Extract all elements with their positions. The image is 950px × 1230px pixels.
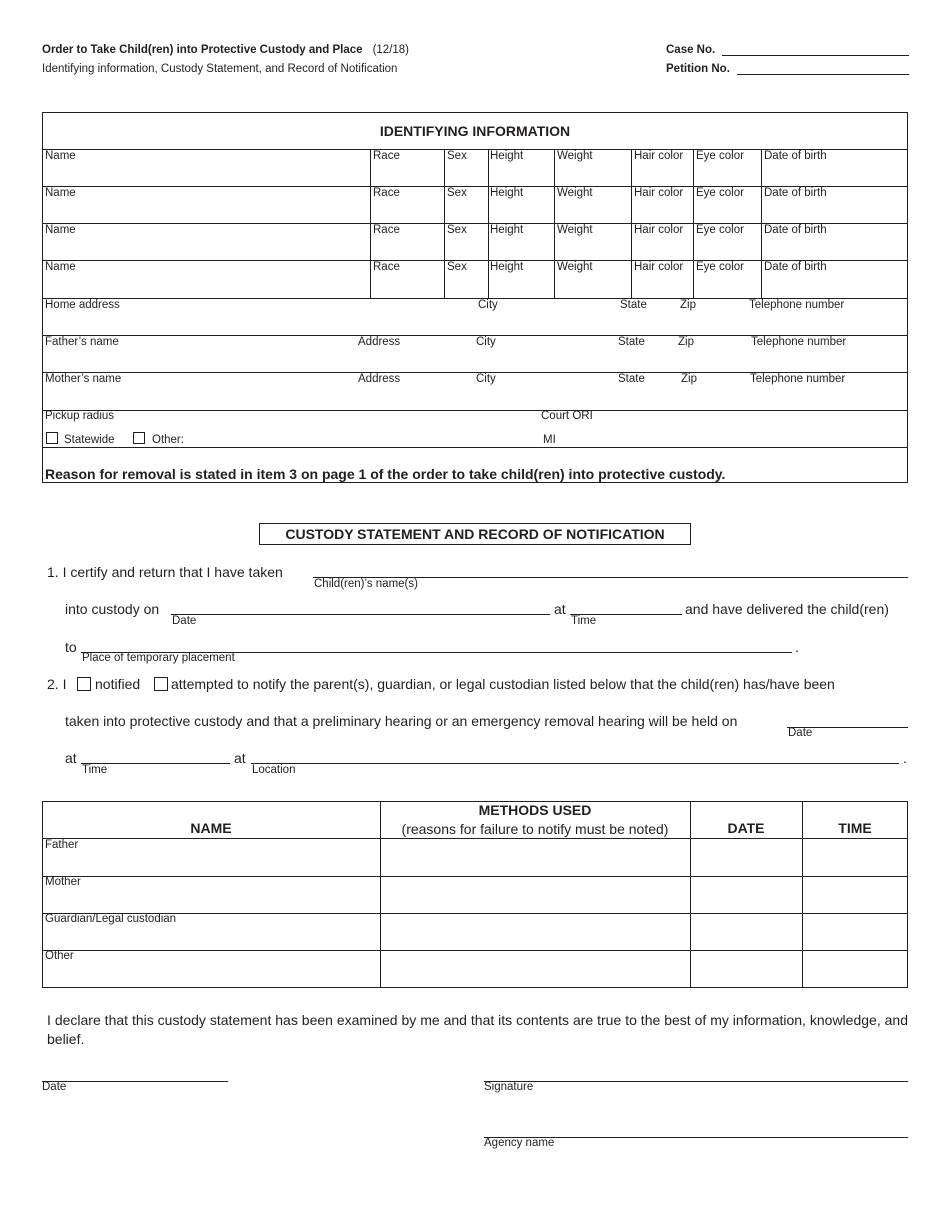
col-header-methods-sub: (reasons for failure to notify must be noted) — [401, 821, 669, 837]
height-label: Height — [490, 150, 524, 162]
dob-label: Date of birth — [764, 224, 827, 236]
signature-label: Signature — [484, 1081, 534, 1093]
case-no-label: Case No. — [666, 44, 716, 56]
height-label: Height — [490, 224, 524, 236]
hair-color-label: Hair color — [634, 187, 684, 199]
sex-label: Sex — [447, 261, 467, 273]
custody-date-caption: Date — [172, 615, 197, 627]
father-name-label: Father’s name — [45, 336, 119, 348]
row-divider — [42, 876, 908, 877]
hair-color-label: Hair color — [634, 224, 684, 236]
attempted-label: attempted to notify the parent(s), guardian, or legal custodian listed below that the child(ren) has/have been — [171, 676, 835, 692]
zip-label: Zip — [680, 299, 696, 311]
signature-field[interactable] — [484, 1081, 908, 1082]
col-divider — [370, 149, 371, 298]
row-label-other: Other — [45, 950, 74, 962]
eye-color-label: Eye color — [696, 224, 744, 236]
declaration-date-field[interactable] — [42, 1081, 228, 1082]
col-divider — [488, 149, 489, 298]
city-label: City — [478, 299, 498, 311]
form-title — [42, 44, 409, 56]
reason-for-removal-note: Reason for removal is stated in item 3 on page 1 of the order to take child(ren) into protective custody. — [45, 466, 726, 482]
col-header-methods: METHODS USED — [478, 802, 592, 818]
sex-label: Sex — [447, 150, 467, 162]
hearing-location-caption: Location — [252, 764, 296, 776]
period: . — [903, 750, 907, 766]
row-divider — [42, 447, 908, 448]
row-label-father: Father — [45, 839, 79, 851]
sex-label: Sex — [447, 187, 467, 199]
telephone-label: Telephone number — [751, 336, 847, 348]
hair-color-label: Hair color — [634, 150, 684, 162]
state-label: State — [618, 336, 645, 348]
dob-label: Date of birth — [764, 150, 827, 162]
form-title-text: Order to Take Child(ren) into Protective Custody and Place — [42, 44, 363, 56]
form-subtitle: Identifying information, Custody Statement, and Record of Notification — [42, 63, 398, 75]
pickup-radius-label: Pickup radius — [45, 410, 115, 422]
court-ori-label: Court ORI — [541, 410, 593, 422]
race-label: Race — [373, 224, 400, 236]
custody-statement-title: CUSTODY STATEMENT AND RECORD OF NOTIFICATION — [259, 523, 691, 545]
height-label: Height — [490, 261, 524, 273]
weight-label: Weight — [557, 261, 593, 273]
children-names-caption: Child(ren)’s name(s) — [314, 578, 418, 590]
statewide-checkbox[interactable] — [46, 432, 58, 444]
declaration-date-label: Date — [42, 1081, 67, 1093]
statewide-label: Statewide — [64, 434, 115, 446]
at-text: at — [65, 750, 77, 766]
at-text: at — [554, 601, 566, 617]
dob-label: Date of birth — [764, 187, 827, 199]
to-text: to — [65, 639, 77, 655]
sex-label: Sex — [447, 224, 467, 236]
address-label: Address — [358, 336, 401, 348]
city-label: City — [476, 373, 496, 385]
city-label: City — [476, 336, 496, 348]
notified-label: notified — [95, 676, 141, 692]
telephone-label: Telephone number — [750, 373, 846, 385]
row-divider — [42, 950, 908, 951]
agency-name-label: Agency name — [484, 1137, 555, 1149]
row-divider — [42, 838, 908, 839]
zip-label: Zip — [678, 336, 694, 348]
eye-color-label: Eye color — [696, 150, 744, 162]
col-divider — [693, 149, 694, 298]
period: . — [795, 639, 799, 655]
petition-no-label: Petition No. — [666, 63, 730, 75]
eye-color-label: Eye color — [696, 187, 744, 199]
placement-caption: Place of temporary placement — [82, 652, 235, 664]
home-address-label: Home address — [45, 299, 120, 311]
state-label: State — [618, 373, 645, 385]
dob-label: Date of birth — [764, 261, 827, 273]
hearing-time-caption: Time — [82, 764, 108, 776]
col-divider — [761, 149, 762, 298]
col-header-name: NAME — [190, 820, 232, 836]
zip-label: Zip — [681, 373, 697, 385]
custody-date-field[interactable] — [171, 614, 550, 615]
weight-label: Weight — [557, 150, 593, 162]
mi-label: MI — [543, 434, 556, 446]
hearing-date-caption: Date — [788, 727, 813, 739]
into-custody-text: into custody on — [65, 601, 160, 617]
mother-name-label: Mother’s name — [45, 373, 122, 385]
height-label: Height — [490, 187, 524, 199]
item1-prefix: 1. I certify and return that I have taken — [47, 564, 283, 580]
col-divider — [554, 149, 555, 298]
case-no-field[interactable] — [722, 55, 909, 56]
state-label: State — [620, 299, 647, 311]
col-header-time: TIME — [838, 820, 872, 836]
address-label: Address — [358, 373, 401, 385]
attempted-checkbox[interactable] — [154, 677, 168, 691]
declaration-text: I declare that this custody statement has been examined by me and that its contents are true to the best of my information, knowledge, and belief. — [47, 1012, 908, 1047]
weight-label: Weight — [557, 187, 593, 199]
hearing-location-field[interactable] — [251, 763, 899, 764]
custody-time-caption: Time — [571, 615, 597, 627]
notified-checkbox[interactable] — [77, 677, 91, 691]
row-divider — [42, 410, 908, 411]
name-label: Name — [45, 150, 76, 162]
other-label: Other: — [152, 434, 184, 446]
hair-color-label: Hair color — [634, 261, 684, 273]
col-divider — [444, 149, 445, 298]
identifying-info-title: IDENTIFYING INFORMATION — [379, 123, 571, 139]
at-text: at — [234, 750, 246, 766]
col-divider — [631, 149, 632, 298]
name-label: Name — [45, 224, 76, 236]
item2-line2: taken into protective custody and that a preliminary hearing or an emergency removal hearing will be held on — [65, 713, 738, 729]
row-label-mother: Mother — [45, 876, 81, 888]
delivered-text: and have delivered the child(ren) — [685, 601, 889, 617]
form-revision: (12/18) — [372, 44, 410, 56]
weight-label: Weight — [557, 224, 593, 236]
race-label: Race — [373, 261, 400, 273]
eye-color-label: Eye color — [696, 261, 744, 273]
other-checkbox[interactable] — [133, 432, 145, 444]
name-label: Name — [45, 261, 76, 273]
petition-no-field[interactable] — [737, 74, 909, 75]
item2-prefix: 2. I — [47, 676, 67, 692]
race-label: Race — [373, 150, 400, 162]
name-label: Name — [45, 187, 76, 199]
row-label-guardian: Guardian/Legal custodian — [45, 913, 177, 925]
col-header-date: DATE — [727, 820, 765, 836]
telephone-label: Telephone number — [749, 299, 845, 311]
race-label: Race — [373, 187, 400, 199]
